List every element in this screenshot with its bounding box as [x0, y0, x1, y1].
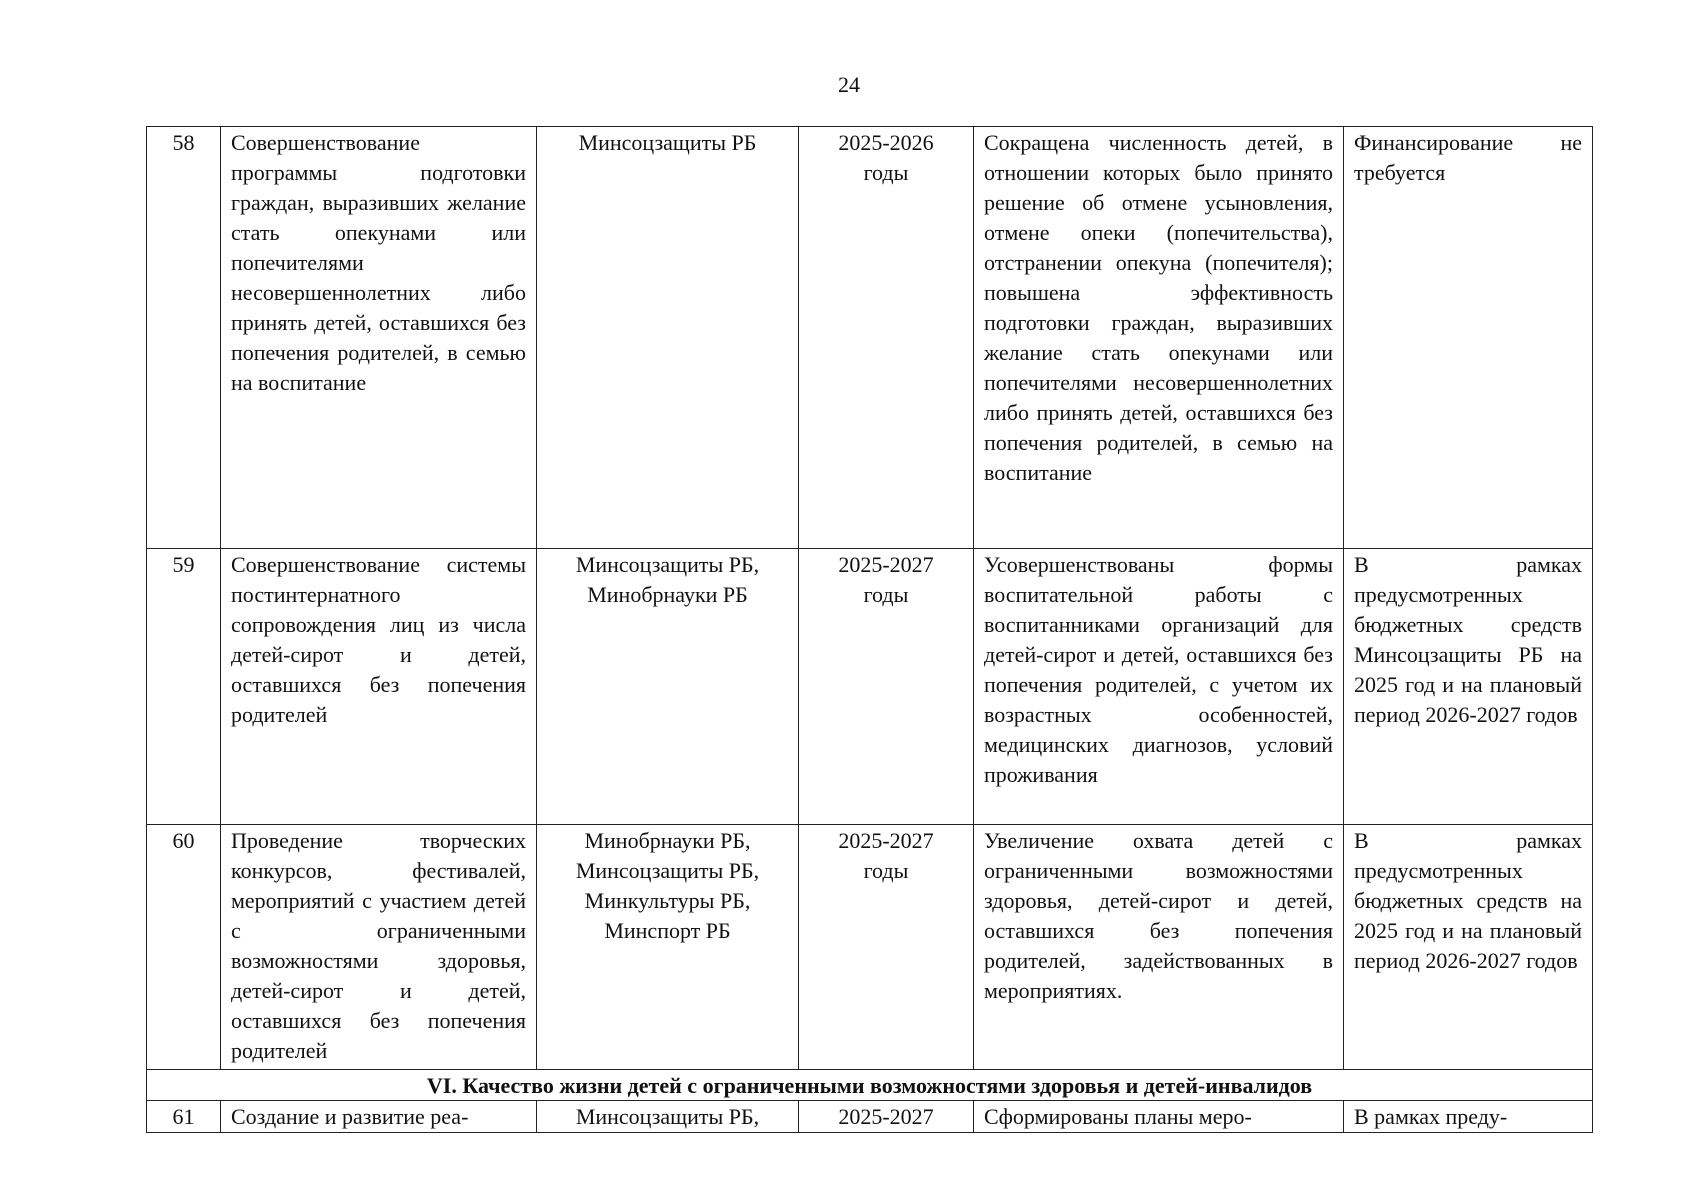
term-cell [799, 127, 974, 549]
table-row [147, 825, 1593, 1070]
executors-cell [537, 549, 799, 825]
term-cell [799, 549, 974, 825]
table-row [147, 1101, 1593, 1133]
result-cell: Сформированы планы меро- [974, 1101, 1344, 1133]
executors-cell: Минсоцзащиты РБ, [537, 1101, 799, 1133]
funding-cell: Финансирование не требуется [1344, 127, 1593, 549]
row-number: 59 [147, 549, 221, 825]
page-number: 24 [838, 72, 860, 97]
measure-cell: Совершенствование системы постинтернатного сопровождения лиц из числа детей-сирот и детей, оставшихся без попечения родителей [221, 549, 537, 825]
executors-cell [537, 127, 799, 549]
result-cell: Сокращена численность детей, в отношении которых было принято решение об отмене усыновления, отмене опеки (попечительства), отстранении опекуна (попечителя); повышена эффективность подготовки граждан, выразивших желание стать опекунами или попечителями несовершеннолетних либо принять детей, оставшихся без попечения родителей, в семью на воспитание [974, 127, 1344, 549]
executors-cell [537, 825, 799, 1070]
action-plan-table [146, 126, 1593, 1133]
table-row [147, 127, 1593, 549]
term-cell [799, 825, 974, 1070]
funding-cell: В рамках предусмотренных бюджетных средств на 2025 год и на плановый период 2026-2027 годов [1344, 825, 1593, 1070]
term-cell: 2025-2027 [799, 1101, 974, 1133]
result-cell: Усовершенствованы формы воспитательной работы с воспитанниками организаций для детей-сирот и детей, оставшихся без попечения родителей, с учетом их возрастных особенностей, медицинских диагнозов, условий проживания [974, 549, 1344, 825]
measure-cell: Совершенствование программы подготовки граждан, выразивших желание стать опекунами или попечителями несовершеннолетних либо принять детей, оставшихся без попечения родителей, в семью на воспитание [221, 127, 537, 549]
section-title: VI. Качество жизни детей с ограниченными возможностями здоровья и детей-инвалидов [147, 1070, 1593, 1101]
executor-line: Минобрнауки РБ [587, 582, 748, 607]
executor-line: Минсоцзащиты РБ, [575, 858, 760, 883]
term-years: 2025-2026 [838, 130, 934, 155]
executor-line: Минсоцзащиты РБ [578, 130, 757, 155]
term-years: 2025-2027 [838, 828, 934, 853]
funding-cell: В рамках предусмотренных бюджетных средств Минсоцзащиты РБ на 2025 год и на плановый период 2026-2027 годов [1344, 549, 1593, 825]
executor-line: Минсоцзащиты РБ, [575, 552, 760, 577]
term-unit: годы [863, 582, 909, 607]
funding-cell: В рамках преду- [1344, 1101, 1593, 1133]
row-number: 61 [147, 1101, 221, 1133]
result-cell: Увеличение охвата детей с ограниченными возможностями здоровья, детей-сирот и детей, оставшихся без попечения родителей, задействованных в мероприятиях. [974, 825, 1344, 1070]
row-number: 58 [147, 127, 221, 549]
executor-line: Минкультуры РБ, [584, 888, 751, 913]
measure-cell: Проведение творческих конкурсов, фестивалей, мероприятий с участием детей с ограниченными возможностями здоровья, детей-сирот и детей, оставшихся без попечения родителей [221, 825, 537, 1070]
row-number: 60 [147, 825, 221, 1070]
term-unit: годы [863, 160, 909, 185]
executor-line: Минспорт РБ [604, 918, 731, 943]
term-years: 2025-2027 [838, 552, 934, 577]
table-row [147, 549, 1593, 825]
executor-line: Минобрнауки РБ, [584, 828, 751, 853]
measure-cell: Создание и развитие реа- [221, 1101, 537, 1133]
section-header-row [147, 1070, 1593, 1101]
term-unit: годы [863, 858, 909, 883]
